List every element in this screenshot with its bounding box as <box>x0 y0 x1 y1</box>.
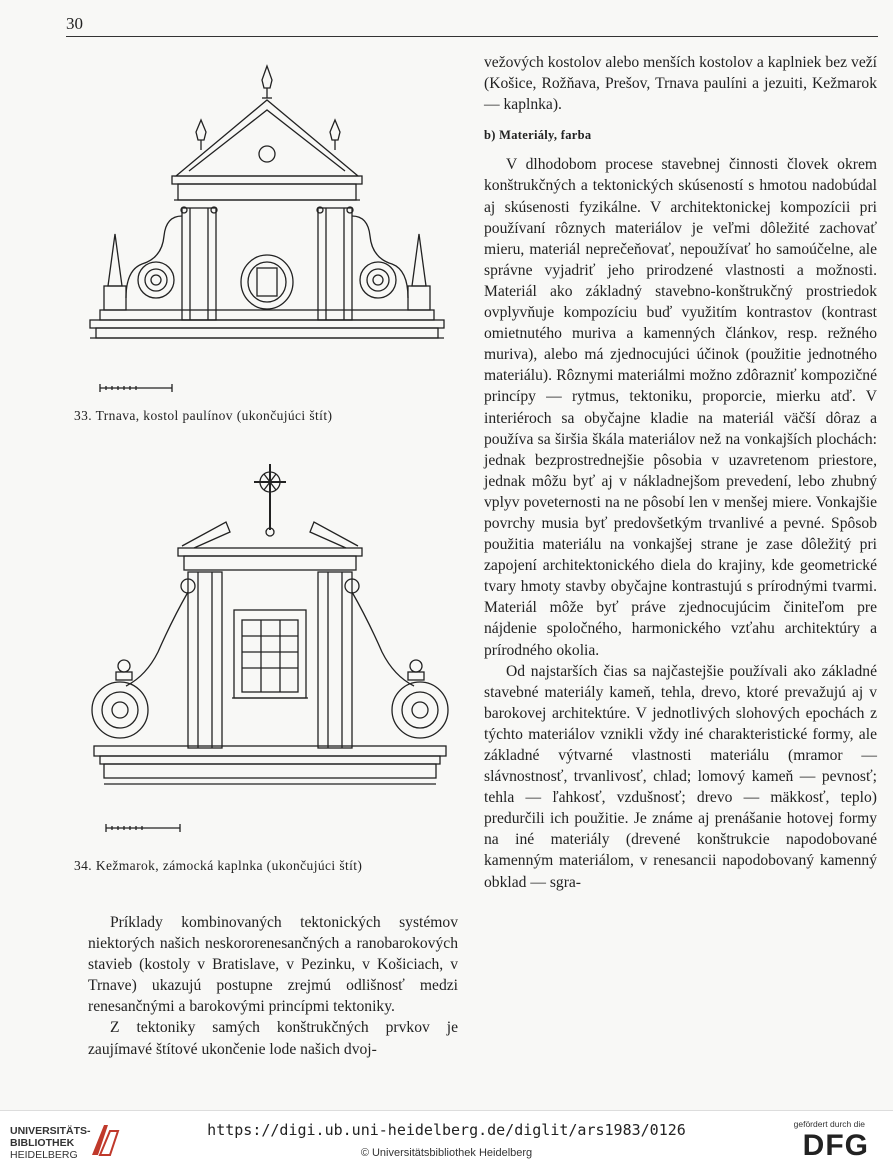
paragraph: Príklady kombinovaných tektonických systémov niektorých našich neskororenesančných a ranobarokových stavieb (kostoly v Bratislave, v Pezinku, v Košiciach, v Trnave) ukazujú postupne zrejmú odlišnosť medzi renesančnými a barokovými princípmi tektoniky. <box>88 914 458 1016</box>
right-column-text <box>484 52 877 893</box>
paragraph: vežových kostolov alebo menších kostolov a kaplniek bez veží (Košice, Rožňava, Prešov, Trnava paulíni a jezuiti, Kežmarok — kaplnka). <box>484 54 877 114</box>
dfg-logo[interactable]: DFG <box>802 1129 869 1162</box>
figure-34-caption: 34. Kežmarok, zámocká kaplnka (ukončujúci štít) <box>74 858 363 873</box>
copyright-notice: © Universitätsbibliothek Heidelberg <box>360 1147 533 1159</box>
figure-34-drawing <box>86 460 456 840</box>
figure-33-drawing <box>86 58 456 398</box>
left-column-text <box>88 912 458 1060</box>
sponsor-note: gefördert durch die <box>793 1119 865 1129</box>
page-url-link[interactable]: https://digi.ub.uni-heidelberg.de/diglit/ars1983/0126 <box>207 1121 686 1139</box>
page-number: 30 <box>66 14 83 33</box>
library-name[interactable]: UNIVERSITÄTS- BIBLIOTHEK HEIDELBERG <box>10 1125 91 1161</box>
section-heading: b) Materiály, farba <box>484 128 592 143</box>
paragraph: Od najstarších čias sa najčastejšie používali ako základné stavebné materiály kameň, tehla, drevo, ktoré prevažujú aj v barokovej architektúre. V jednotlivých slohových epochách z týchto materiálov vznikli vždy iné charakteristické formy, ale základné výtvarné vlastnosti materiálu (mramor — slávnostnosť, trvanlivosť, chlad; lomový kameň — pevnosť; tehla — ľahkosť, vzdušnosť; drevo — mäkkosť, teplo) predurčili ich použitie. Je známe aj prenášanie hotovej formy na iné materiály (drevené konštrukcie napodobované kamenným materiálom, v renesancii napodobovaný kamenný obklad — sgra- <box>484 662 877 891</box>
paragraph: V dlhodobom procese stavebnej činnosti človek okrem konštrukčných a tektonických skúseností s hmotou nadobúdal aj skúsenosti fyzikálne. V architektonickej kompozícii pri používaní rôznych materiálov je veľmi dôležité zachovať mieru, materiál neprečeňovať, nepoužívať ho samoúčelne, ale správne vyjadriť jeho prirodzené vlastnosti a možnosti. Materiál ako základný stavebno-konštrukčný prostriedok ovplyvňuje kompozíciu buď využitím kontrastov (kontrast omietnutého muriva a kamenných článkov, resp. režného muriva), alebo má zjednocujúci účinok (použitie jednotného materiálu). Rôznymi materiálmi možno zdôrazniť kompozičné princípy — rytmus, tektoniku, proporcie, mierku atď. V interiéroch sa obyčajne kladie na materiál väčší dôraz a používa sa širšia škála materiálov než na vonkajších plochách: jednak bezprostrednejšie pôsobia v uzavretenom priestore, jednak môžu byť aj v nákladnejšom prevedení, lebo zhubný vplyv poveternosti na ne pôsobí len v menšej miere. Vonkajšie povrchy musia byť predovšetkým trvanlivé a pevné. Spôsob použitia materiálu na vonkajšej strane je zase dôležitý pri zapojení architektonického diela do krajiny, kde geometrické tvary hmoty stavby obyčajne kontrastujú s prírodnými tvarmi. Materiál môže byť práve zjednocujúcim činiteľom pre nájdenie spoločného, harmonického vzťahu architektúry a prírodného okolia. <box>484 156 877 659</box>
paragraph: Z tektoniky samých konštrukčných prvkov je zaujímavé štítové ukončenie lode našich dvoj- <box>88 1019 458 1058</box>
header-rule <box>66 36 878 37</box>
viewer-footer <box>0 1110 893 1171</box>
figure-33-caption: 33. Trnava, kostol paulínov (ukončujúci štít) <box>74 408 333 423</box>
